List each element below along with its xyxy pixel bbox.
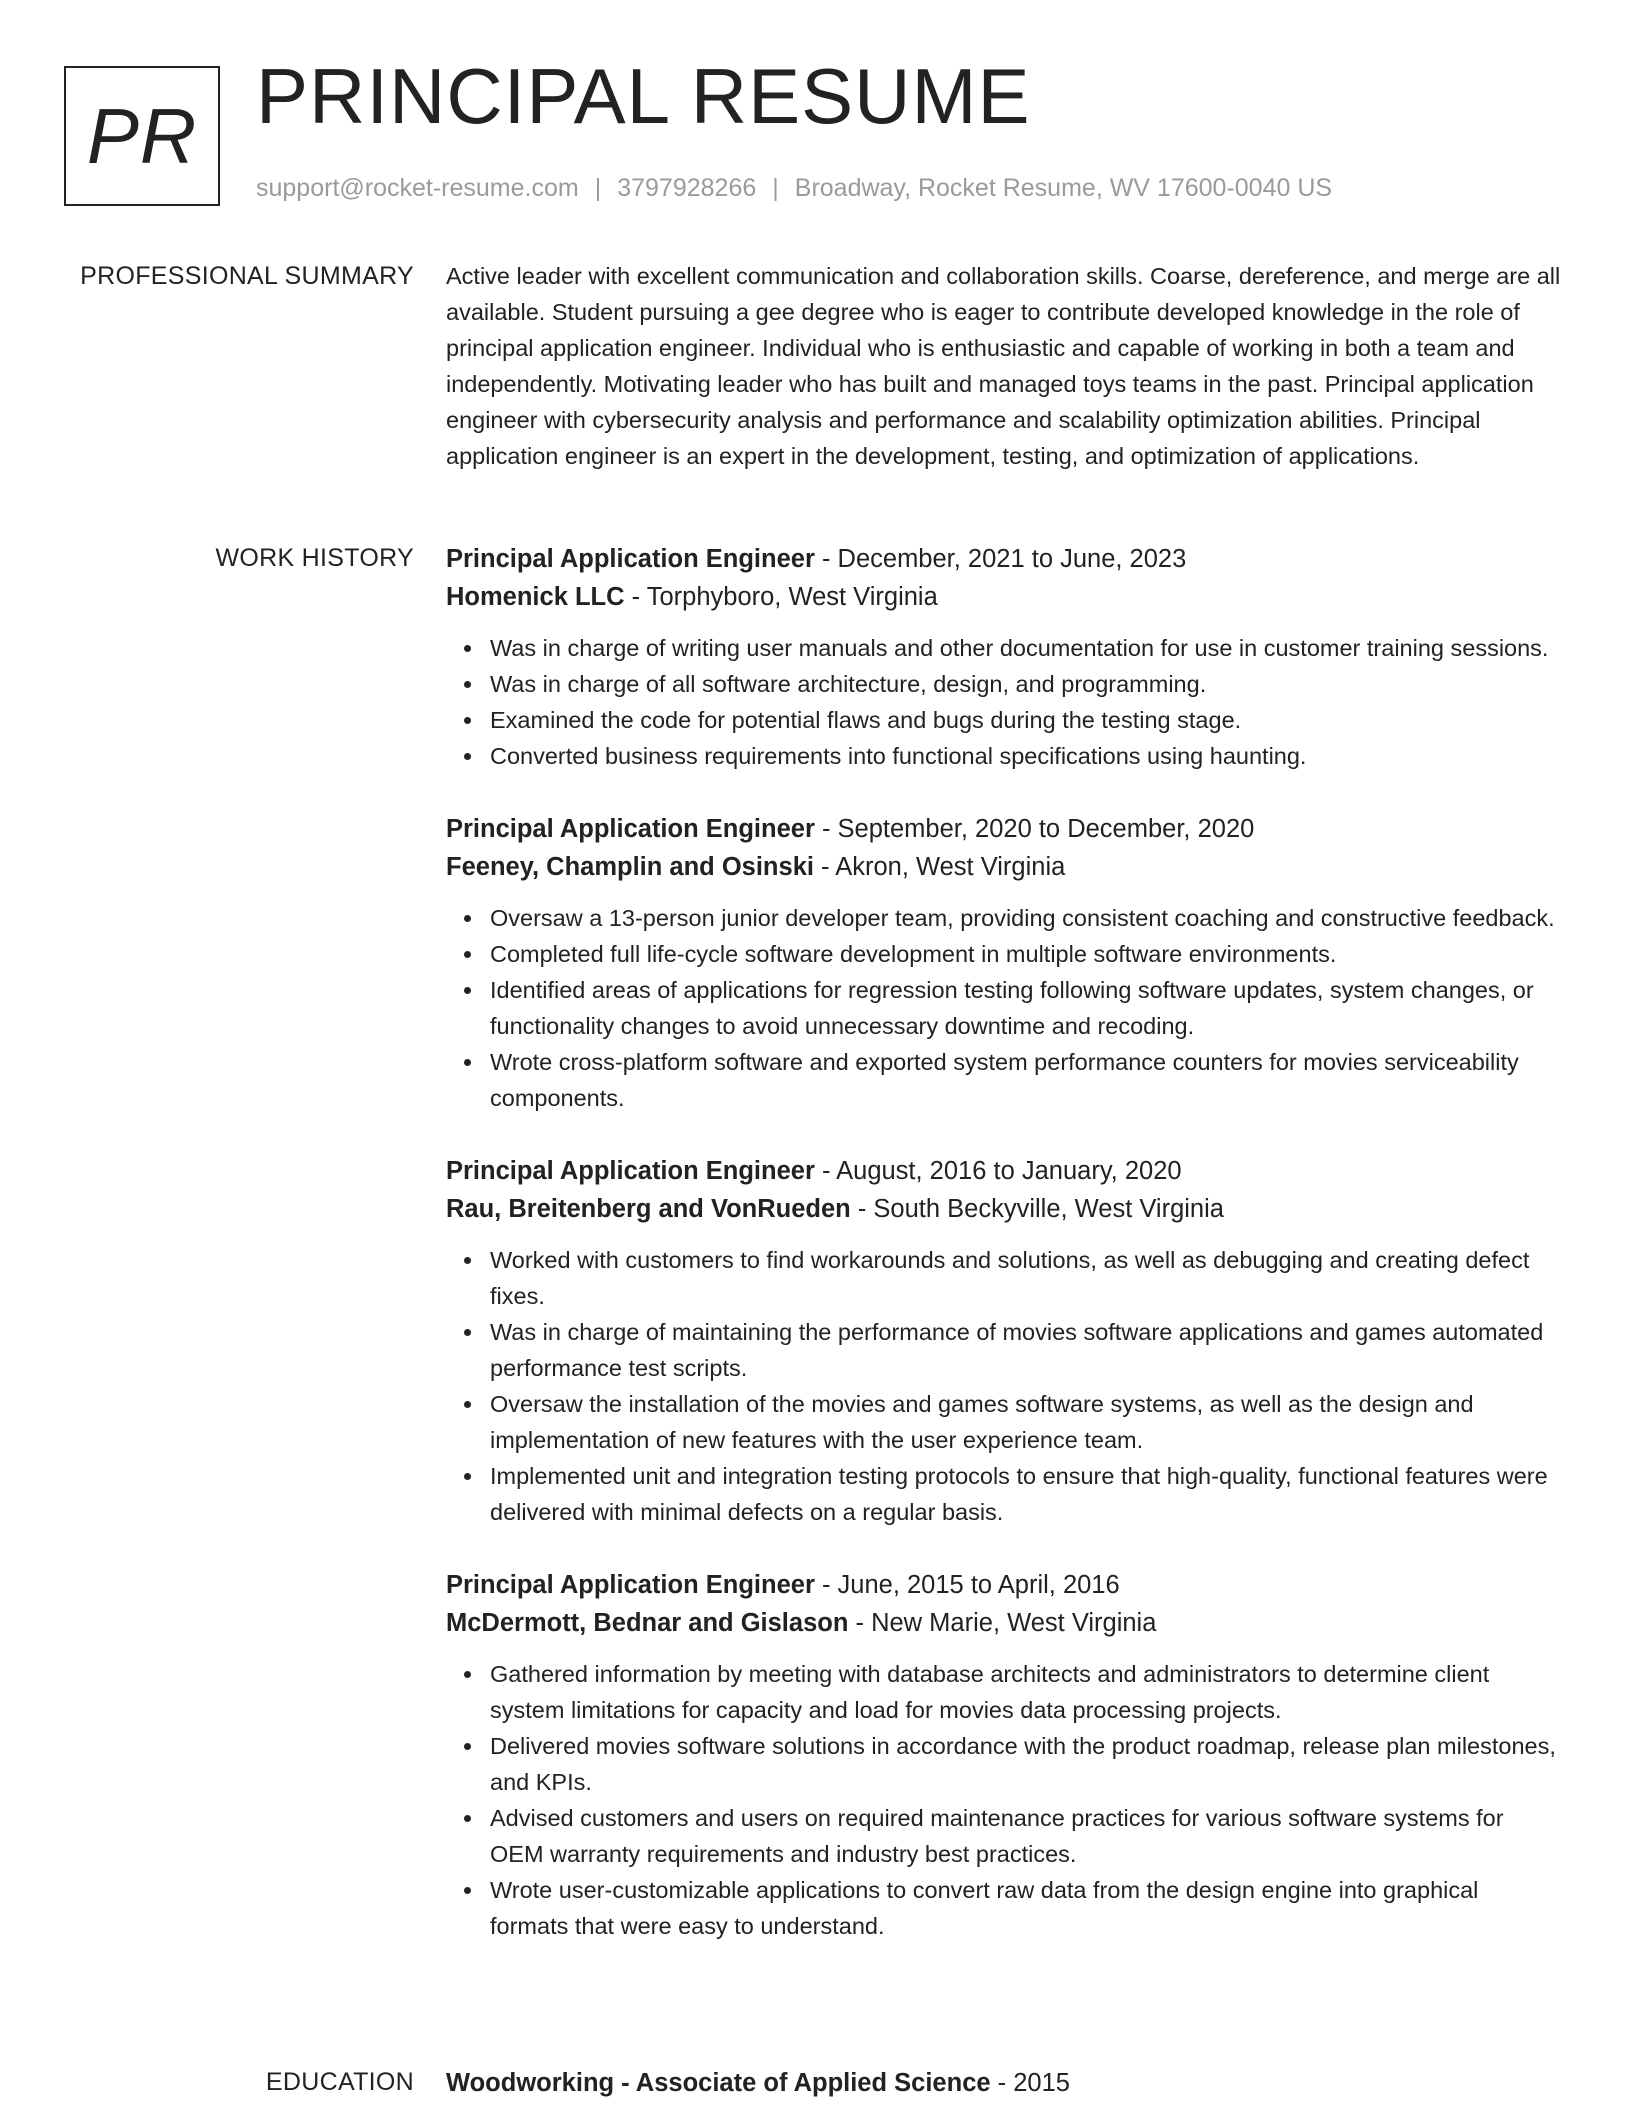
- summary-body: [446, 258, 1561, 474]
- summary-label: PROFESSIONAL SUMMARY: [80, 262, 414, 290]
- job-company-line: [446, 848, 1561, 886]
- education-year: - 2015: [990, 2069, 1070, 2097]
- job-bullet: Gathered information by meeting with database architects and administrators to determine client system limitations for capacity and load for movies data processing projects.: [490, 1656, 1561, 1728]
- job-title-line: [446, 1566, 1561, 1604]
- contact-separator: |: [594, 174, 602, 202]
- contact-separator: |: [772, 174, 779, 202]
- job-title: Principal Application Engineer: [446, 815, 815, 843]
- work-history-label: WORK HISTORY: [215, 544, 414, 572]
- education-label: EDUCATION: [265, 2068, 414, 2096]
- job-location: - South Beckyville, West Virginia: [850, 1195, 1224, 1223]
- job-entry: [446, 540, 1561, 774]
- job-location: - New Marie, West Virginia: [848, 1609, 1157, 1637]
- summary-text: Active leader with excellent communication and collaboration skills. Coarse, dereference, and merge are all available. Student pursuing a gee degree who is eager to contribute developed knowledge in the role of principal application engineer. Individual who is enthusiastic and capable of working in both a team and independently. Motivating leader who has built and managed toys teams in the past. Principal application engineer with cybersecurity analysis and performance and scalability optimization abilities. Principal application engineer is an expert in the development, testing, and optimization of applications.: [446, 263, 1561, 469]
- job-dates: - August, 2016 to January, 2020: [814, 1157, 1182, 1185]
- job-bullet: Oversaw the installation of the movies and games software systems, as well as the design and implementation of new features with the user experience team.: [490, 1386, 1561, 1458]
- job-bullet: Identified areas of applications for regression testing following software updates, system changes, or functionality changes to avoid unnecessary downtime and recoding.: [490, 972, 1561, 1044]
- job-title: Principal Application Engineer: [446, 1157, 815, 1185]
- education-degree: Woodworking - Associate of Applied Science: [446, 2069, 991, 2097]
- job-bullet: Was in charge of all software architecture, design, and programming.: [490, 666, 1561, 702]
- education-body: [446, 2064, 1561, 2102]
- job-bullets: [446, 1656, 1561, 1944]
- job-location: - Akron, West Virginia: [813, 853, 1066, 881]
- contact-line: [256, 174, 1332, 203]
- job-company-line: [446, 578, 1561, 616]
- job-bullets: [446, 900, 1561, 1116]
- work-history-body: [446, 540, 1561, 1980]
- job-entry: [446, 1152, 1561, 1530]
- job-bullet: Was in charge of writing user manuals and other documentation for use in customer training sessions.: [490, 630, 1561, 666]
- job-company-line: [446, 1604, 1561, 1642]
- monogram-initials: PR: [86, 91, 198, 180]
- job-company: Rau, Breitenberg and VonRueden: [446, 1195, 851, 1223]
- job-bullet: Delivered movies software solutions in accordance with the product roadmap, release plan milestones, and KPIs.: [490, 1728, 1561, 1800]
- job-location: - Torphyboro, West Virginia: [624, 583, 938, 611]
- job-bullets: [446, 1242, 1561, 1530]
- job-dates: - September, 2020 to December, 2020: [814, 815, 1255, 843]
- job-bullet: Implemented unit and integration testing protocols to ensure that high-quality, functional features were delivered with minimal defects on a regular basis.: [490, 1458, 1561, 1530]
- job-company: Feeney, Champlin and Osinski: [446, 853, 814, 881]
- job-company-line: [446, 1190, 1561, 1228]
- contact-email: support@rocket-resume.com: [256, 174, 579, 202]
- job-bullet: Worked with customers to find workarounds and solutions, as well as debugging and creating defect fixes.: [490, 1242, 1561, 1314]
- job-title-line: [446, 1152, 1561, 1190]
- job-title-line: [446, 810, 1561, 848]
- job-company: Homenick LLC: [446, 583, 625, 611]
- job-dates: - December, 2021 to June, 2023: [814, 545, 1187, 573]
- job-bullet: Converted business requirements into functional specifications using haunting.: [490, 738, 1561, 774]
- job-bullet: Examined the code for potential flaws and bugs during the testing stage.: [490, 702, 1561, 738]
- job-bullet: Advised customers and users on required maintenance practices for various software systems for OEM warranty requirements and industry best practices.: [490, 1800, 1561, 1872]
- job-bullet: Wrote user-customizable applications to convert raw data from the design engine into graphical formats that were easy to understand.: [490, 1872, 1561, 1944]
- job-entry: [446, 1566, 1561, 1944]
- job-bullets: [446, 630, 1561, 774]
- contact-phone: 3797928266: [617, 174, 757, 202]
- job-bullet: Completed full life-cycle software development in multiple software environments.: [490, 936, 1561, 972]
- job-bullet: Was in charge of maintaining the performance of movies software applications and games automated performance test scripts.: [490, 1314, 1561, 1386]
- resume-name: PRINCIPAL RESUME: [256, 52, 1031, 140]
- job-title: Principal Application Engineer: [446, 545, 815, 573]
- monogram-box: [64, 66, 220, 206]
- job-bullet: Wrote cross-platform software and exported system performance counters for movies serviceability components.: [490, 1044, 1561, 1116]
- contact-address: Broadway, Rocket Resume, WV 17600-0040 US: [794, 174, 1333, 202]
- job-title-line: [446, 540, 1561, 578]
- job-entry: [446, 810, 1561, 1116]
- job-company: McDermott, Bednar and Gislason: [446, 1609, 849, 1637]
- job-bullet: Oversaw a 13-person junior developer team, providing consistent coaching and constructive feedback.: [490, 900, 1561, 936]
- job-dates: - June, 2015 to April, 2016: [814, 1571, 1120, 1599]
- job-title: Principal Application Engineer: [446, 1571, 815, 1599]
- education-title-line: [446, 2064, 1561, 2102]
